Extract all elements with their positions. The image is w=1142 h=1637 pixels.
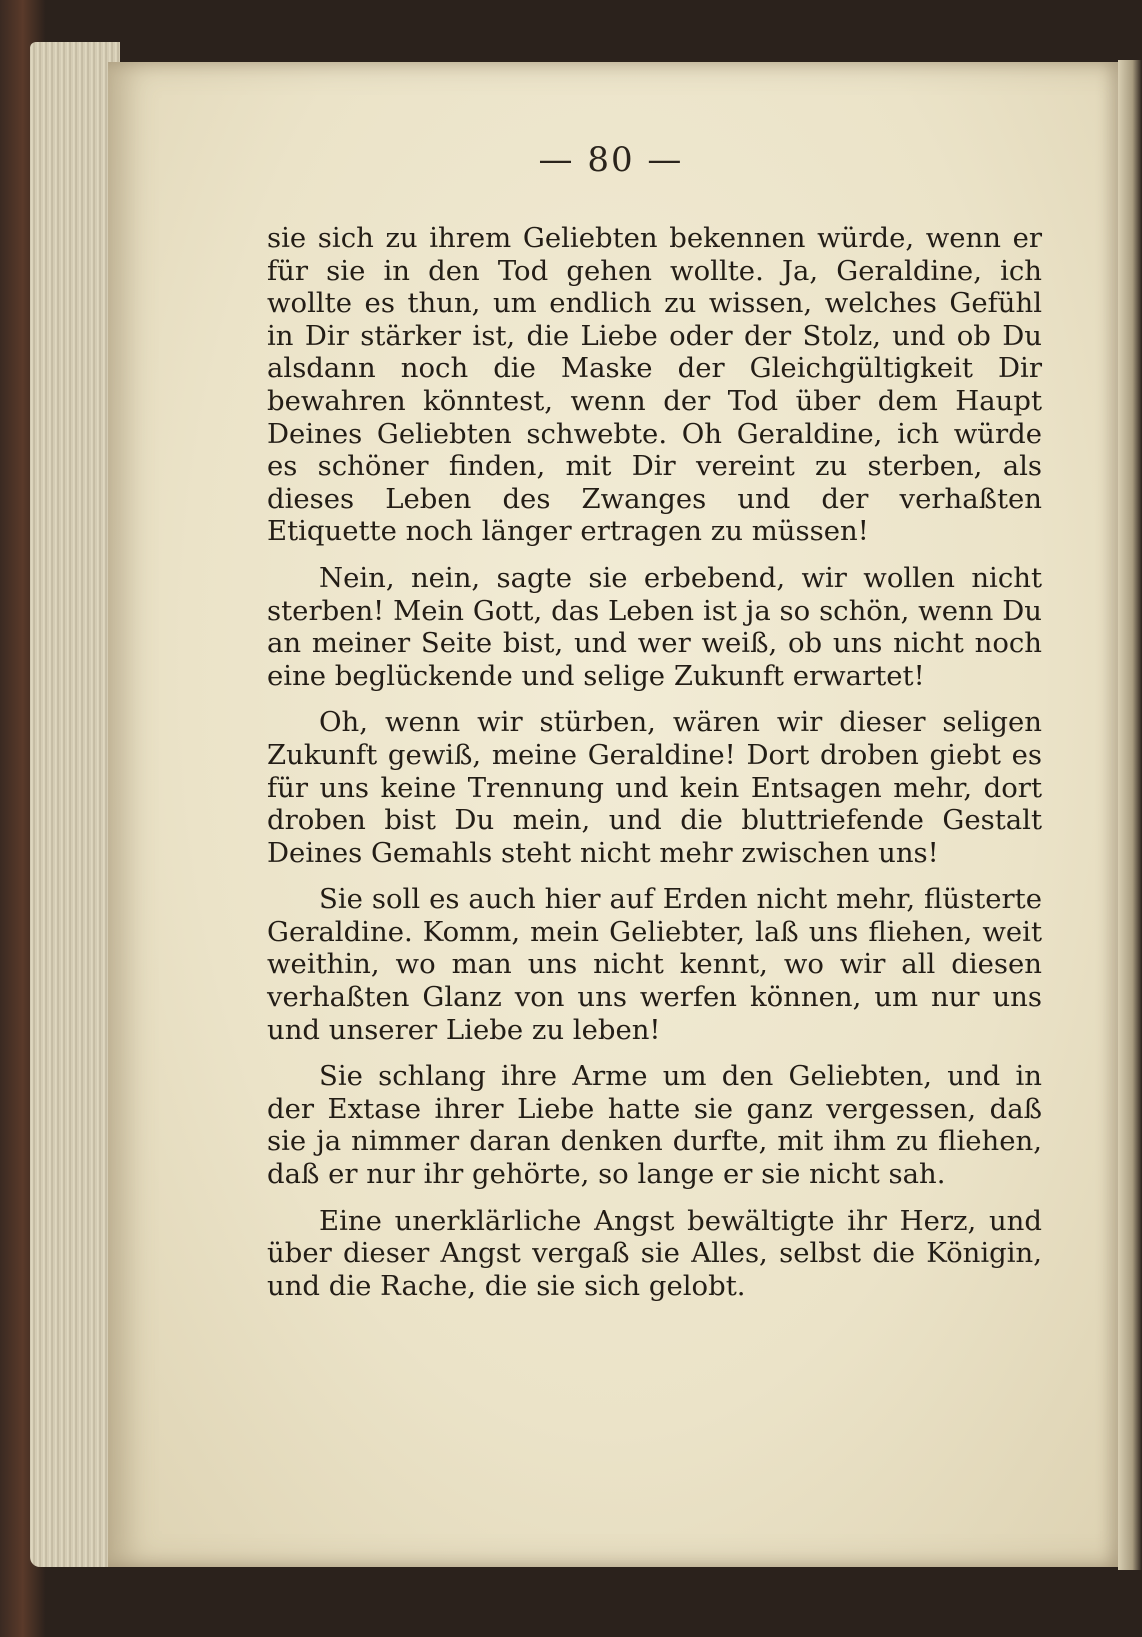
- page-number: — 80 —: [538, 140, 684, 180]
- paragraph-2: Nein, nein, sagte sie erbebend, wir wollen nicht sterben! Mein Gott, das Leben ist ja so schön, wenn Du an meiner Seite bist, und wer weiß, ob uns nicht noch eine beglückende und selige Zukunft erwartet!: [267, 561, 1042, 692]
- paragraph-1: sie sich zu ihrem Geliebten bekennen würde, wenn er für sie in den Tod gehen wollte. Ja, Geraldine, ich wollte es thun, um endlich zu wissen, welches Gefühl in Dir stärker ist, die Liebe oder der Stolz, und ob Du alsdann noch die Maske der Gleichgültigkeit Dir bewahren könntest, wenn der Tod über dem Haupt Deines Geliebten schwebte. Oh Geraldine, ich würde es schöner finden, mit Dir vereint zu sterben, als dieses Leben des Zwanges und der verhaßten Etiquette noch länger ertragen zu müssen!: [267, 222, 1042, 548]
- paragraph-4: Sie soll es auch hier auf Erden nicht mehr, flüsterte Geraldine. Komm, mein Geliebter, laß uns fliehen, weit weithin, wo man uns nicht kennt, wo wir all diesen verhaßten Glanz von uns werfen können, um nur uns und unserer Liebe zu leben!: [267, 883, 1042, 1046]
- paragraph-5: Sie schlang ihre Arme um den Geliebten, und in der Extase ihrer Liebe hatte sie ganz vergessen, daß sie ja nimmer daran denken durfte, mit ihm zu fliehen, daß er nur ihr gehörte, so lange er sie nicht sah.: [267, 1060, 1042, 1191]
- right-page-edge: [1118, 60, 1142, 1570]
- page-text: [267, 222, 1042, 1316]
- paragraph-3: Oh, wenn wir stürben, wären wir dieser seligen Zukunft gewiß, meine Geraldine! Dort droben giebt es für uns keine Trennung und kein Entsagen mehr, dort droben bist Du mein, und die bluttriefende Gestalt Deines Gemahls steht nicht mehr zwischen uns!: [267, 706, 1042, 869]
- paragraph-6: Eine unerklärliche Angst bewältigte ihr Herz, und über dieser Angst vergaß sie Alles, selbst die Königin, und die Rache, die sie sich gelobt.: [267, 1204, 1042, 1302]
- page-leaves-stack: [30, 42, 120, 1567]
